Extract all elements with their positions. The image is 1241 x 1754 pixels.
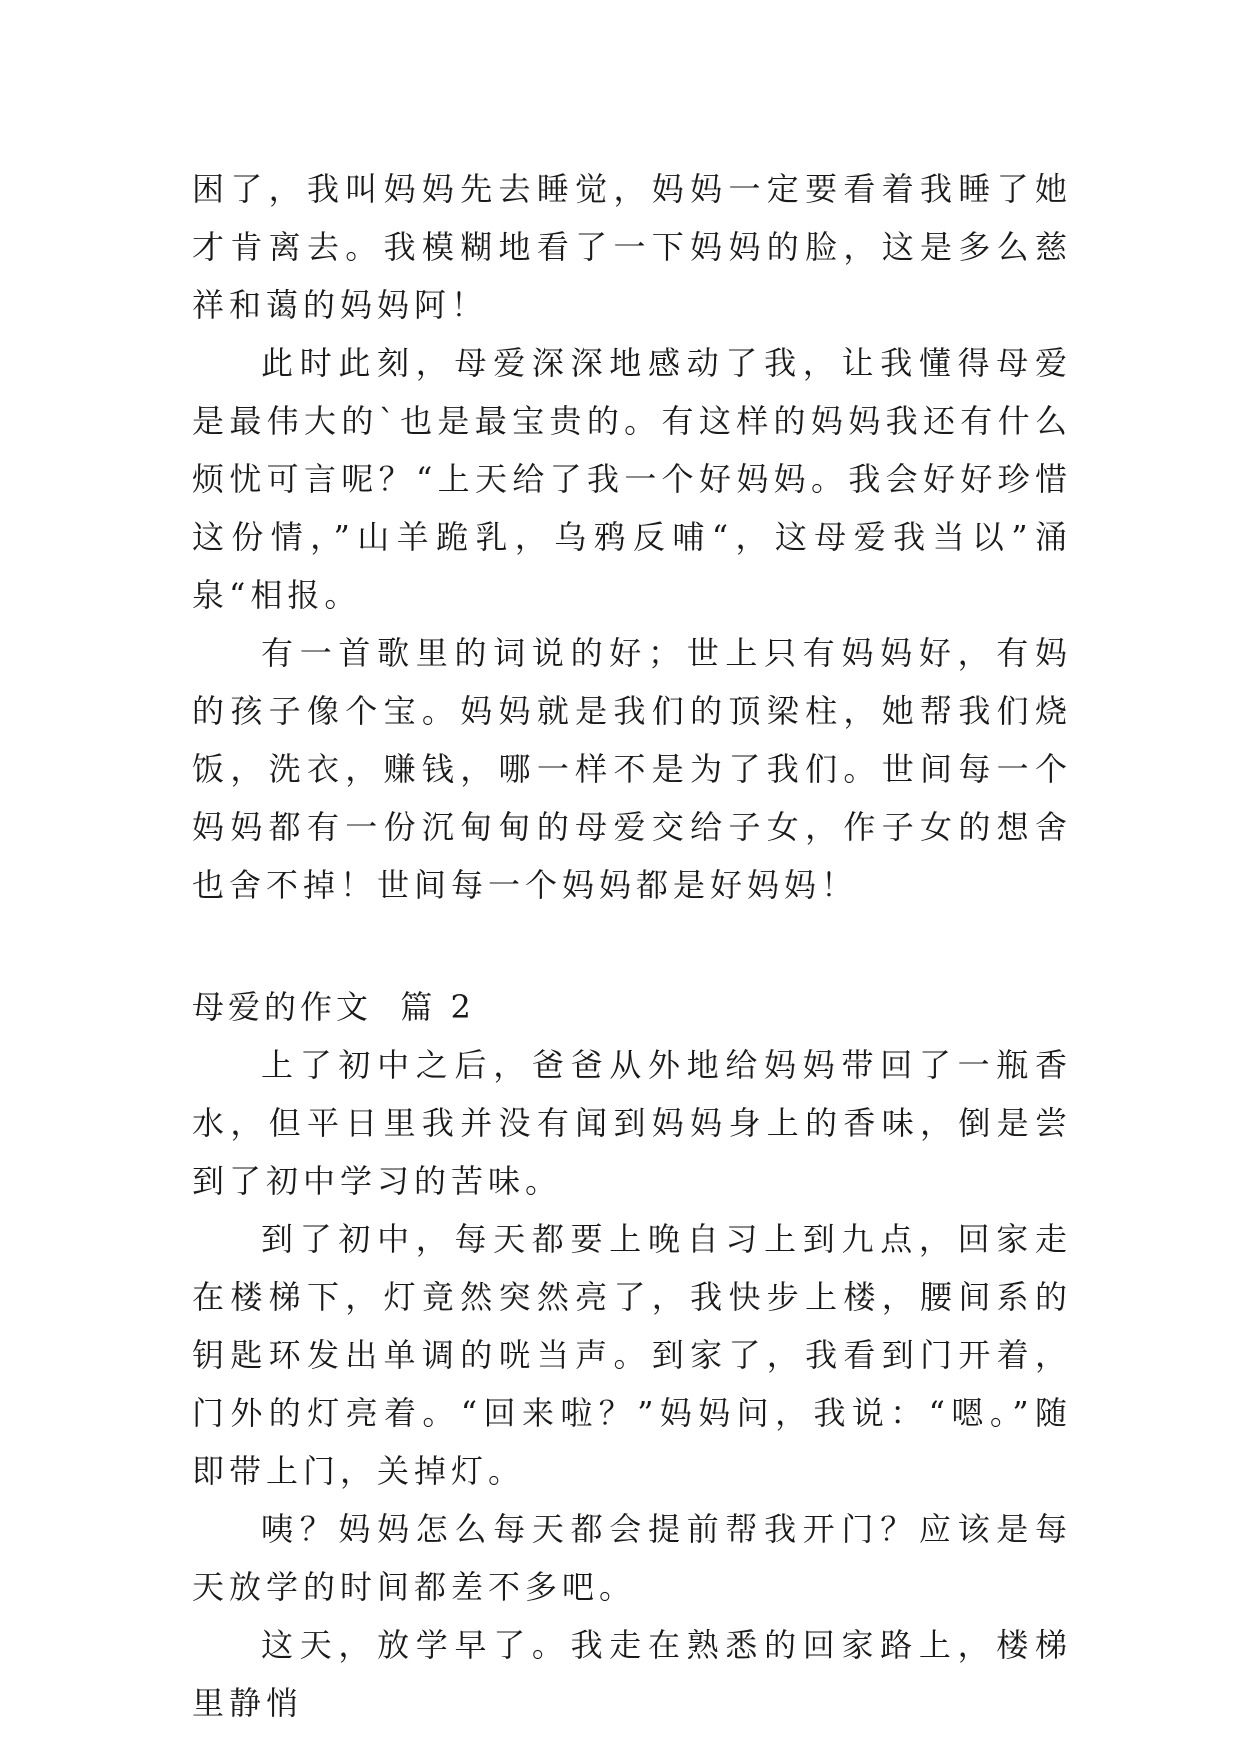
paragraph: 到了初中，每天都要上晚自习上到九点，回家走在楼梯下，灯竟然突然亮了，我快步上楼，腰间系的钥匙环发出单调的咣当声。到家了，我看到门开着，门外的灯亮着。“回来啦？”妈妈问，我说：“嗯。”随即带上门，关掉灯。 <box>192 1220 1072 1490</box>
paragraph: 上了初中之后，爸爸从外地给妈妈带回了一瓶香水，但平日里我并没有闻到妈妈身上的香味，倒是尝到了初中学习的苦味。 <box>192 1046 1072 1200</box>
paragraph-continuation: 困了，我叫妈妈先去睡觉，妈妈一定要看着我睡了她才肯离去。我模糊地看了一下妈妈的脸，这是多么慈祥和蔼的妈妈阿！ <box>192 170 1072 324</box>
document-body <box>192 160 1072 1732</box>
paragraph: 此时此刻，母爱深深地感动了我，让我懂得母爱是最伟大的`也是最宝贵的。有这样的妈妈我还有什么烦忧可言呢？“上天给了我一个好妈妈。我会好好珍惜这份情，”山羊跪乳，乌鸦反哺“，这母爱我当以”涌泉“相报。 <box>192 344 1072 614</box>
paragraph: 咦？妈妈怎么每天都会提前帮我开门？应该是每天放学的时间都差不多吧。 <box>192 1510 1072 1606</box>
paragraph: 有一首歌里的词说的好；世上只有妈妈好，有妈的孩子像个宝。妈妈就是我们的顶梁柱，她帮我们烧饭，洗衣，赚钱，哪一样不是为了我们。世间每一个妈妈都有一份沉甸甸的母爱交给子女，作子女的想舍也舍不掉！世间每一个妈妈都是好妈妈！ <box>192 634 1072 904</box>
section-title: 母爱的作文 篇 2 <box>192 988 475 1026</box>
paragraph: 这天，放学早了。我走在熟悉的回家路上，楼梯里静悄 <box>192 1626 1072 1722</box>
